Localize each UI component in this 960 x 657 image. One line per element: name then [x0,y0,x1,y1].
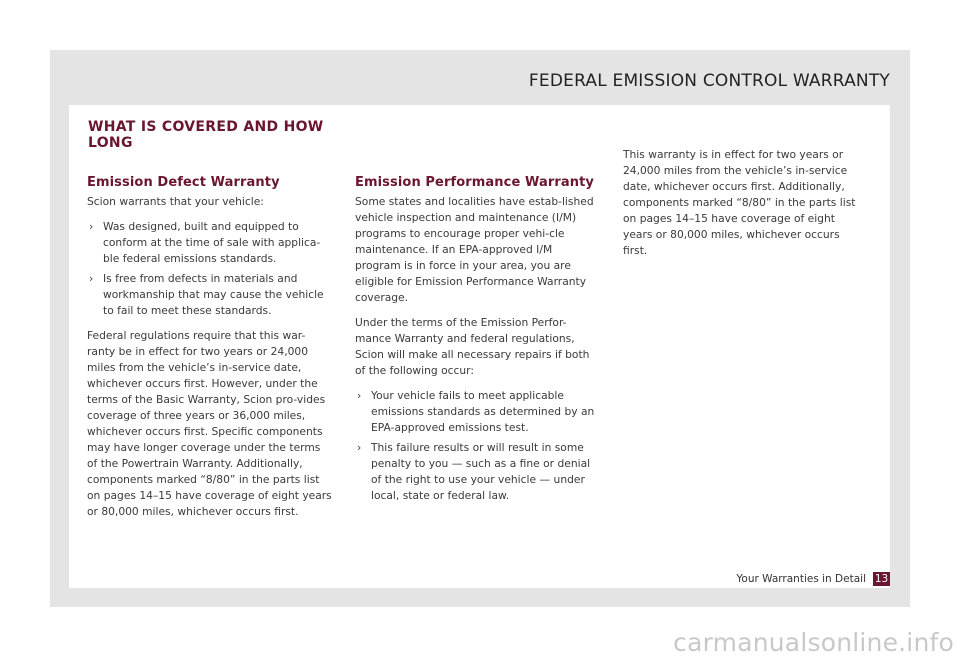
emission-defect-heading: Emission Defect Warranty [87,175,280,190]
section-title: WHAT IS COVERED AND HOW LONG [88,119,324,151]
watermark-text: carmanualsonline.info [673,628,954,657]
bullet-text: Was designed, built and equipped to conform at the time of sale with applica-ble federal emissions standards. [103,220,321,265]
emission-defect-bullets [87,219,333,319]
column-emission-defect [87,175,333,529]
content-panel [69,105,890,588]
chevron-right-icon: › [357,441,362,454]
bullet-text: Your vehicle fails to meet applicable emissions standards as determined by an EPA-approved emissions test. [371,389,595,434]
list-item [355,388,601,436]
column-emission-performance [355,175,601,513]
emission-defect-body: Federal regulations require that this war-ranty be in effect for two years or 24,000 miles from the vehicle’s in-service date, whichever occurs first. However, under the terms of the Basic Warranty, Scion pro-vides coverage of three years or 36,000 miles, whichever occurs first. Specific components may have longer coverage under the terms of the Powertrain Warranty. Additionally, components marked “8/80” in the parts list on pages 14–15 have coverage of eight years or 80,000 miles, whichever occurs first. [87,329,332,518]
header-title: FEDERAL EMISSION CONTROL WARRANTY [528,71,890,91]
emission-performance-bullets [355,388,601,504]
bullet-text: This failure results or will result in some penalty to you — such as a fine or denial of the right to use your vehicle — under local, state or federal law. [371,441,591,502]
emission-performance-p2: Under the terms of the Emission Perfor-mance Warranty and federal regulations, Scion will make all necessary repairs if both of the following occur: [355,316,590,377]
emission-performance-p1: Some states and localities have estab-lished vehicle inspection and maintenance (I/M) programs to encourage proper vehi-cle maintenance. If an EPA-approved I/M program is in force in your area, you are eligible for Emission Performance Warranty coverage. [355,195,594,304]
emission-performance-heading: Emission Performance Warranty [355,175,594,190]
warranty-term-text: This warranty is in effect for two years or 24,000 miles from the vehicle’s in-service date, whichever occurs first. Additionally, components marked “8/80” in the parts list on pages 14–15 have coverage of eight years or 80,000 miles, whichever occurs first. [623,148,856,257]
page-number-badge: 13 [874,573,889,585]
list-item [87,219,333,267]
chevron-right-icon: › [357,389,362,402]
bullet-text: Is free from defects in materials and workmanship that may cause the vehicle to fail to meet these standards. [103,272,324,317]
footer-label: Your Warranties in Detail [736,573,866,585]
list-item [355,440,601,504]
chevron-right-icon: › [89,220,94,233]
column-warranty-term [623,147,861,268]
page-footer [736,572,890,586]
list-item [87,271,333,319]
chevron-right-icon: › [89,272,94,285]
page-frame [50,50,910,607]
emission-defect-intro: Scion warrants that your vehicle: [87,195,264,208]
